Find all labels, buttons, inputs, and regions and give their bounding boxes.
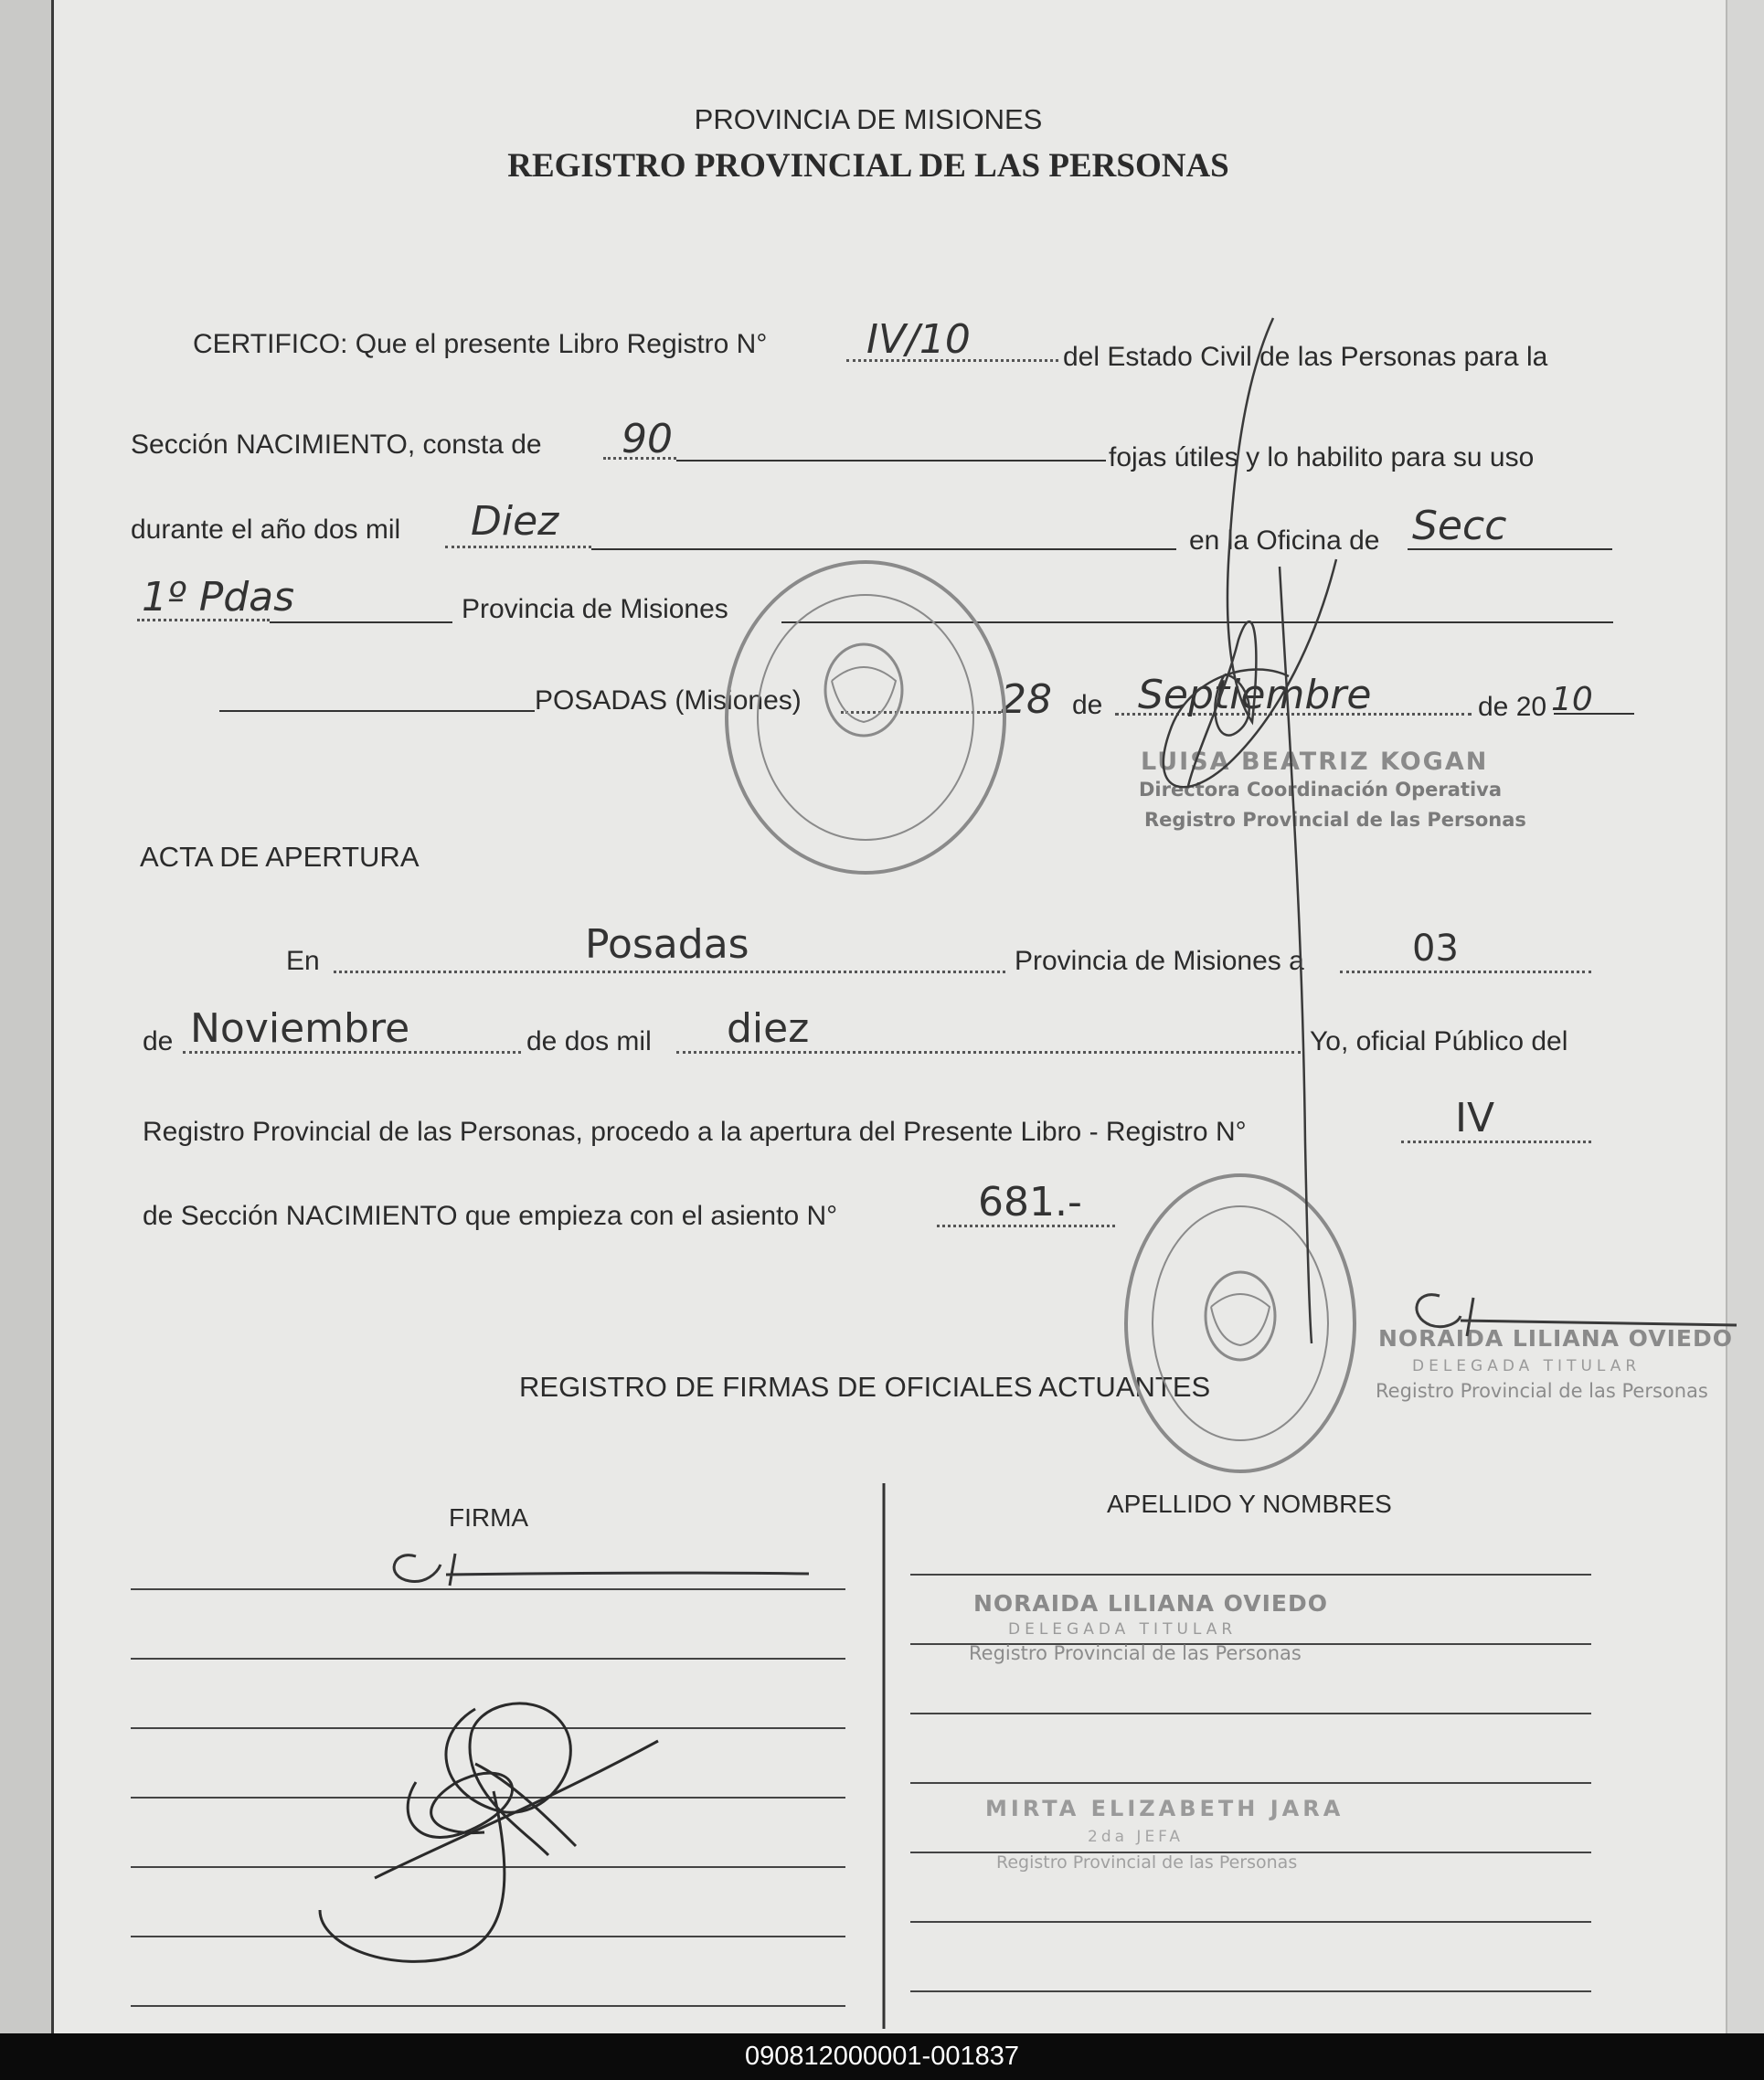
cert-line1-text-b: del Estado Civil de las Personas para la <box>1063 342 1548 372</box>
names-row-line <box>910 1574 1591 1576</box>
acta-line1-en: En <box>286 946 320 976</box>
acta-day-dots <box>1340 971 1591 973</box>
acta-line4-text: de Sección NACIMIENTO que empieza con el asiento N° <box>143 1201 838 1231</box>
names-row-line <box>910 1990 1591 1992</box>
acta-day: 03 <box>1412 928 1459 970</box>
acta-line1-text: Provincia de Misiones a <box>1015 946 1304 976</box>
cert-de-1: de <box>1072 690 1103 720</box>
firma-signature-1 <box>394 1554 809 1586</box>
cert-line5-text: POSADAS (Misiones) <box>535 685 802 716</box>
acta-entry-number: 681.- <box>978 1179 1082 1226</box>
acta-line2-de: de <box>143 1026 174 1056</box>
acta-book-dots <box>1401 1141 1591 1143</box>
firma-signature-2 <box>320 1703 658 1961</box>
cert-office-cont: 1º Pdas <box>142 574 295 621</box>
cert-day: 28 <box>1001 676 1052 723</box>
cert-line4-text: Provincia de Misiones <box>462 594 728 624</box>
page-left-margin <box>0 0 53 2033</box>
cert-year: 10 <box>1551 681 1593 718</box>
firma-row-line <box>131 1797 845 1799</box>
cert-line2-rule <box>676 460 1106 462</box>
cert-line2-text: Sección NACIMIENTO, consta de <box>131 430 542 460</box>
footer-code: 090812000001-001837 <box>745 2042 1019 2071</box>
page-right-margin <box>1726 0 1764 2033</box>
acta-place-dots <box>334 971 1005 973</box>
director-stamp-name: LUISA BEATRIZ KOGAN <box>1141 748 1489 776</box>
firma-row-line <box>131 1658 845 1660</box>
acta-place: Posadas <box>585 921 749 968</box>
registry-seal-top <box>727 562 1004 873</box>
entry2-title: 2da JEFA <box>1088 1828 1185 1846</box>
delegada-stamp-office: Registro Provincial de las Personas <box>1376 1380 1708 1402</box>
cert-office: Secc <box>1412 503 1507 549</box>
cert-line3-text: durante el año dos mil <box>131 515 401 545</box>
firma-row-line <box>131 1727 845 1729</box>
cert-line5-rule <box>219 710 535 712</box>
entry2-office: Registro Provincial de las Personas <box>996 1852 1298 1873</box>
signatures-heading: REGISTRO DE FIRMAS DE OFICIALES ACTUANTES <box>519 1371 1211 1403</box>
firma-row-line <box>131 2005 845 2007</box>
names-row-line <box>910 1782 1591 1784</box>
footer-code-bar <box>0 2033 1764 2080</box>
province-title: PROVINCIA DE MISIONES <box>694 103 1043 135</box>
page-left-rule <box>51 0 54 2033</box>
cert-book-number: IV/10 <box>866 316 971 363</box>
entry2-name: MIRTA ELIZABETH JARA <box>985 1796 1344 1821</box>
registry-seal-bottom <box>1126 1175 1355 1471</box>
cert-line5-dots <box>841 711 1001 714</box>
registry-title: REGISTRO PROVINCIAL DE LAS PERSONAS <box>507 147 1229 185</box>
cert-line3-rule <box>591 548 1176 550</box>
cert-line3-text-b: en la Oficina de <box>1189 525 1380 556</box>
cert-line1-text: CERTIFICO: Que el presente Libro Registro N° <box>193 329 768 359</box>
acta-line3-text: Registro Provincial de las Personas, procedo a la apertura del Presente Libro - Registro N° <box>143 1117 1247 1147</box>
acta-line2-text-b: Yo, oficial Público del <box>1310 1026 1568 1056</box>
cert-line4-rule-b <box>781 621 1613 623</box>
delegada-stamp-name: NORAIDA LILIANA OVIEDO <box>1378 1325 1733 1352</box>
names-row-line <box>910 1713 1591 1714</box>
cert-de-2: de 20 <box>1478 692 1547 722</box>
cert-line2-text-b: fojas útiles y lo habilito para su uso <box>1109 442 1535 472</box>
acta-line2-text: de dos mil <box>526 1026 652 1056</box>
cert-line3-dots <box>445 546 591 548</box>
entry1-name: NORAIDA LILIANA OVIEDO <box>973 1590 1328 1617</box>
col-names-header: APELLIDO Y NOMBRES <box>1107 1490 1392 1518</box>
names-row-line <box>910 1921 1591 1923</box>
acta-month: Noviembre <box>190 1005 410 1052</box>
cert-folios: 90 <box>622 416 673 462</box>
firma-row-line <box>131 1936 845 1937</box>
acta-book-number: IV <box>1455 1095 1495 1141</box>
firma-row-line <box>131 1588 845 1590</box>
director-stamp-office: Registro Provincial de las Personas <box>1144 809 1526 831</box>
col-firma-header: FIRMA <box>449 1503 529 1532</box>
delegada-stamp-title: DELEGADA TITULAR <box>1412 1357 1642 1375</box>
director-stamp-title: Directora Coordinación Operativa <box>1139 779 1503 801</box>
acta-year: diez <box>727 1005 810 1052</box>
entry1-office: Registro Provincial de las Personas <box>969 1642 1302 1664</box>
cert-line4-rule <box>270 621 452 623</box>
entry1-title: DELEGADA TITULAR <box>1008 1620 1238 1639</box>
firma-row-line <box>131 1866 845 1868</box>
cert-year-words: Diez <box>471 498 559 545</box>
cert-month: Septiembre <box>1138 672 1372 718</box>
acta-heading: ACTA DE APERTURA <box>140 841 420 873</box>
